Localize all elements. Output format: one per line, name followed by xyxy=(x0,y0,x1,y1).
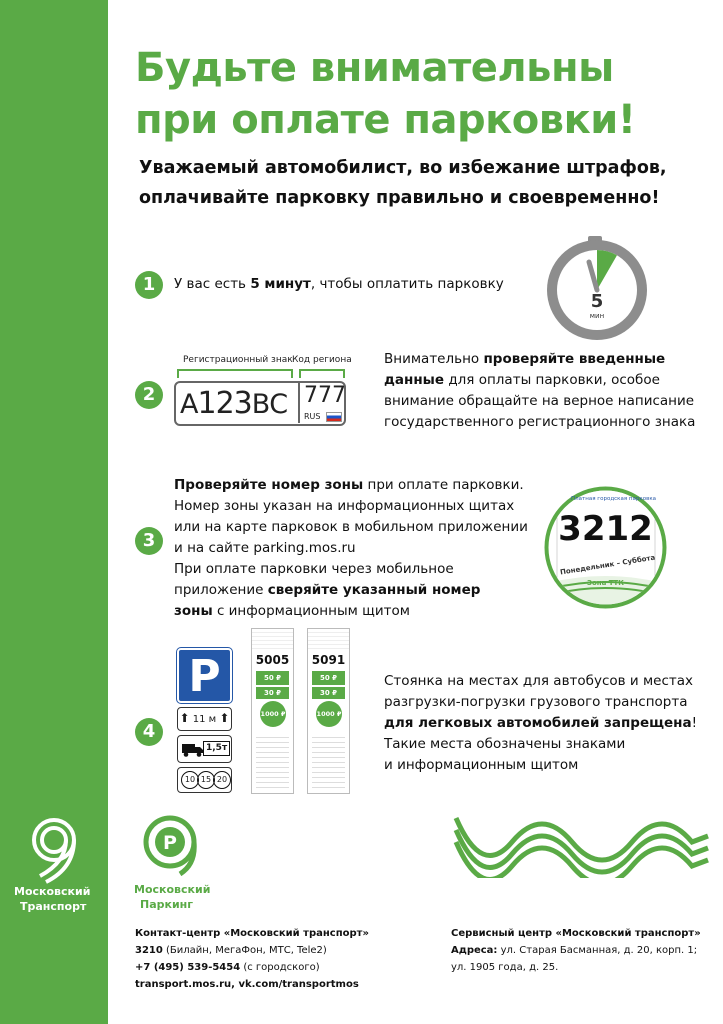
moscow-parking-logo-text xyxy=(134,882,210,912)
zone-number: 3212 xyxy=(558,509,653,549)
step-2-l2-bold: данные xyxy=(384,372,445,388)
time-sign xyxy=(177,767,232,793)
plate-digits: 123 xyxy=(197,386,252,421)
step-3-l2: Номер зоны указан на информационных щитах xyxy=(174,498,515,514)
step-4-l3-bold: для легковых автомобилей запрещена xyxy=(384,715,692,731)
board-zone-number: 5005 xyxy=(255,653,290,667)
contact-phone-2-note: (с городского) xyxy=(240,962,320,973)
moscow-transport-logo-icon xyxy=(26,816,82,884)
step-4-l5: и информационным щитом xyxy=(384,757,579,773)
page-title xyxy=(135,42,636,146)
plate-separator xyxy=(298,383,300,423)
contact-phone-2: +7 (495) 539-5454 xyxy=(135,962,241,973)
parking-logo-glyph: P xyxy=(163,832,177,854)
step-2-l1-pre: Внимательно xyxy=(384,351,484,367)
contact-center-block xyxy=(135,925,369,993)
step-4-l1: Стоянка на местах для автобусов и местах xyxy=(384,673,694,689)
timer-unit: мин xyxy=(589,312,605,320)
label-reg-sign: Регистрационный знак xyxy=(183,355,293,365)
decorative-waves xyxy=(452,812,712,878)
service-center-block xyxy=(451,925,701,976)
logo-transport-line2: Транспорт xyxy=(20,900,87,913)
plate-number xyxy=(180,386,287,421)
step-4-text xyxy=(384,671,697,776)
zone-tag: Зона ТТК xyxy=(586,579,625,587)
arrow-up-icon: ⬆ xyxy=(179,711,190,725)
board-text-lines xyxy=(256,733,289,791)
truck-icon xyxy=(182,742,204,757)
step-1-bold: 5 минут xyxy=(250,276,311,292)
subtitle-line-1: Уважаемый автомобилист, во избежание штрафов, xyxy=(139,158,667,178)
timer-value: 5 xyxy=(590,291,604,312)
step-3-l6-bold: сверяйте указанный номер xyxy=(267,582,481,598)
board-price-2: 30 ₽ xyxy=(256,687,289,699)
time-15: 15 xyxy=(197,771,215,789)
truck-sign xyxy=(177,735,232,763)
step-1-badge: 1 xyxy=(135,271,163,299)
step-2-l1-bold: проверяйте введенные xyxy=(483,351,666,367)
board-header xyxy=(252,629,293,651)
label-region-code: Код региона xyxy=(292,355,352,365)
step-2-l3: внимание обращайте на верное написание xyxy=(384,393,695,409)
time-20: 20 xyxy=(213,771,231,789)
distance-value: 11 м xyxy=(192,714,217,725)
board-header xyxy=(308,629,349,651)
info-board-2 xyxy=(307,628,350,794)
time-10: 10 xyxy=(181,771,199,789)
board-price-1: 50 ₽ xyxy=(312,671,345,685)
distance-sign xyxy=(177,707,232,731)
step-3-text xyxy=(174,475,528,622)
step-3-l1-bold: Проверяйте номер зоны xyxy=(174,477,364,493)
plate-rus: RUS xyxy=(304,412,321,421)
step-3-l6-pre: приложение xyxy=(174,582,268,598)
info-board-1 xyxy=(251,628,294,794)
step-2-l2-post: для оплаты парковки, особое xyxy=(444,372,660,388)
board-fine: 1000 ₽ xyxy=(260,701,286,727)
step-2-l4: государственного регистрационного знака xyxy=(384,414,696,430)
step-4-l3-post: ! xyxy=(691,715,698,731)
subtitle-line-2: оплачивайте парковку правильно и своевременно! xyxy=(139,188,660,208)
step-3-l1-post: при оплате парковки. xyxy=(363,477,524,493)
board-fine: 1000 ₽ xyxy=(316,701,342,727)
step-3-badge: 3 xyxy=(135,527,163,555)
contact-phone-1-note: (Билайн, МегаФон, МТС, Tele2) xyxy=(162,945,327,956)
parking-sign: P xyxy=(177,648,232,703)
plate-region: 777 xyxy=(304,383,346,408)
step-4-l2: разгрузки-погрузки грузового транспорта xyxy=(384,694,688,710)
logo-parking-line2: Паркинг xyxy=(140,898,194,911)
step-3-l3: или на карте парковок в мобильном приложении xyxy=(174,519,528,535)
timer-icon xyxy=(544,235,650,341)
step-3-l5: При оплате парковки через мобильное xyxy=(174,561,454,577)
moscow-transport-logo-text xyxy=(14,884,90,914)
step-4-l4: Такие места обозначены знаками xyxy=(384,736,626,752)
plate-letter-a: А xyxy=(180,389,198,420)
title-line-1: Будьте внимательны xyxy=(135,45,614,91)
contact-sites-link[interactable]: transport.mos.ru, vk.com/transportmos xyxy=(135,979,359,990)
page-subtitle xyxy=(139,153,667,213)
step-3-l7-bold: зоны xyxy=(174,603,213,619)
zone-sign-header: Платная городская парковка xyxy=(571,496,657,502)
logo-transport-line1: Московский xyxy=(14,885,91,898)
plate-brackets xyxy=(176,367,348,379)
step-3-l7-post: с информационным щитом xyxy=(212,603,410,619)
board-price-2: 30 ₽ xyxy=(312,687,345,699)
board-price-1: 50 ₽ xyxy=(256,671,289,685)
step-1-text xyxy=(174,274,504,295)
service-addr-2: ул. 1905 года, д. 25. xyxy=(451,962,559,973)
russia-flag-icon xyxy=(326,412,342,422)
step-2-badge: 2 xyxy=(135,381,163,409)
logo-parking-line1: Московский xyxy=(134,883,211,896)
moscow-parking-logo-icon xyxy=(140,812,202,876)
service-title: Сервисный центр «Московский транспорт» xyxy=(451,928,701,939)
step-1-pre: У вас есть xyxy=(174,276,251,292)
service-addr-1: ул. Старая Басманная, д. 20, корп. 1; xyxy=(497,945,698,956)
zone-sign xyxy=(543,485,668,610)
step-4-badge: 4 xyxy=(135,718,163,746)
weight-value: 1,5т xyxy=(203,741,230,756)
arrow-up-icon: ⬆ xyxy=(219,711,230,725)
service-addr-label: Адреса: xyxy=(451,945,498,956)
step-3-l4: и на сайте parking.mos.ru xyxy=(174,540,356,556)
zone-days: Понедельник – Суббота xyxy=(559,553,656,577)
board-text-lines xyxy=(312,733,345,791)
license-plate xyxy=(174,381,346,426)
contact-phone-1: 3210 xyxy=(135,945,163,956)
step-2-text xyxy=(384,349,695,433)
plate-letters-b: ВС xyxy=(251,389,288,420)
board-zone-number: 5091 xyxy=(311,653,346,667)
contact-title: Контакт-центр «Московский транспорт» xyxy=(135,928,369,939)
title-line-2: при оплате парковки! xyxy=(135,97,636,143)
step-1-post: , чтобы оплатить парковку xyxy=(310,276,504,292)
